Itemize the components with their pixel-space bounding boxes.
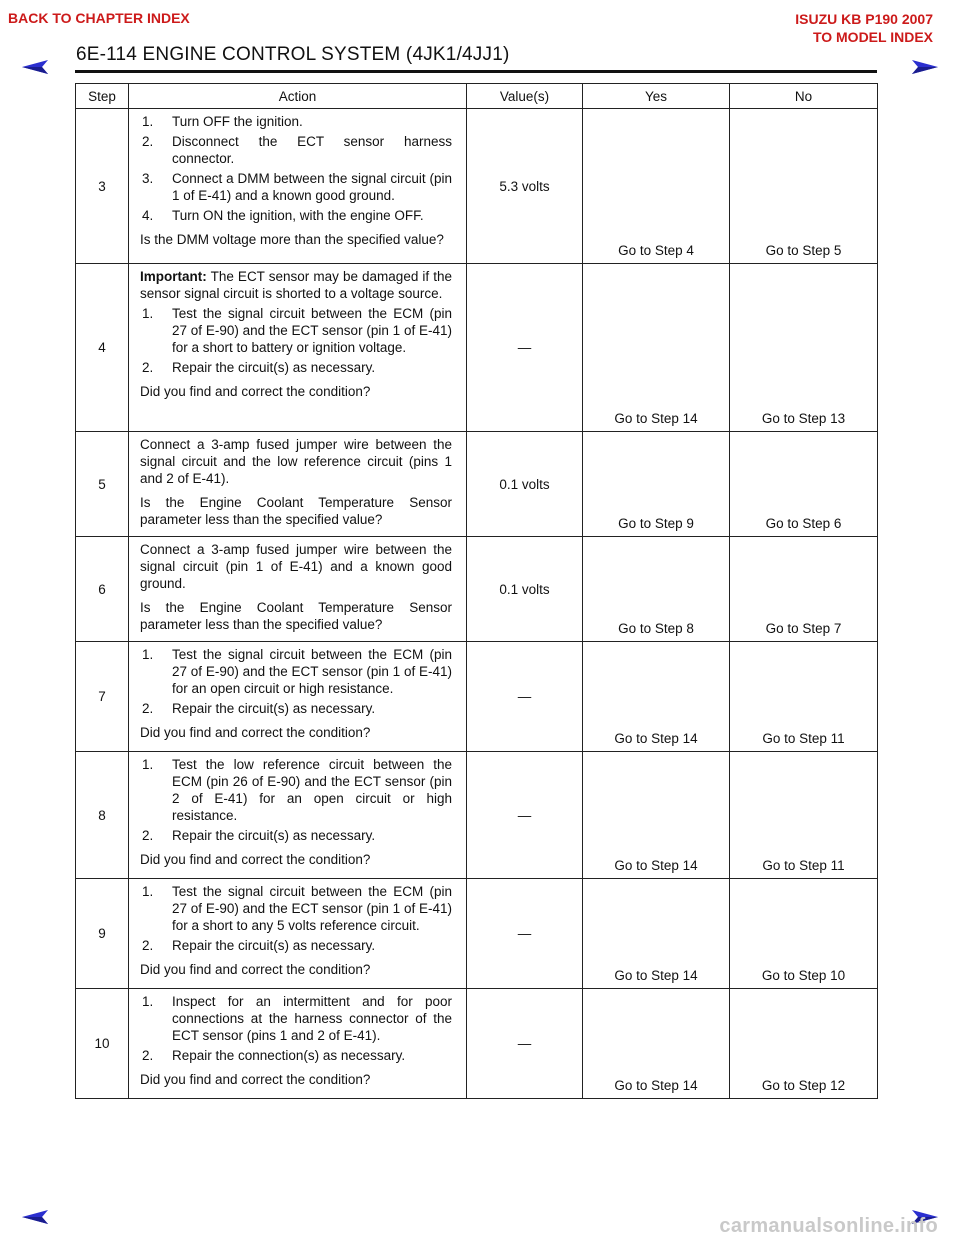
table-row-step-9 — [76, 879, 878, 989]
action-cell — [129, 537, 467, 642]
value-cell: — — [467, 989, 583, 1099]
yes-cell: Go to Step 8 — [583, 537, 730, 642]
value-cell: 0.1 volts — [467, 432, 583, 537]
action-text: Connect a 3-amp fused jumper wire between the signal circuit (pin 1 of E-41) and a known good ground. — [140, 542, 452, 591]
yes-cell: Go to Step 14 — [583, 989, 730, 1099]
action-question: Is the Engine Coolant Temperature Sensor parameter less than the specified value? — [140, 495, 452, 527]
action-question: Did you find and correct the condition? — [140, 1072, 371, 1087]
no-cell: Go to Step 12 — [730, 989, 878, 1099]
vehicle-model-label: ISUZU KB P190 2007 — [795, 11, 933, 27]
header-no: No — [730, 84, 878, 109]
table-row-step-8 — [76, 752, 878, 879]
table-row-step-7 — [76, 642, 878, 752]
action-item: 1. Turn OFF the ignition. — [142, 114, 303, 129]
action-item: 2. Repair the circuit(s) as necessary. — [142, 938, 376, 953]
action-item: 2. Repair the circuit(s) as necessary. — [142, 701, 376, 716]
table-row-step-6 — [76, 537, 878, 642]
to-model-index-link[interactable]: TO MODEL INDEX — [812, 29, 933, 45]
value-cell: — — [467, 264, 583, 432]
table-row-step-10 — [76, 989, 878, 1099]
step-number: 8 — [76, 752, 129, 879]
action-cell — [129, 264, 467, 432]
value-cell: 0.1 volts — [467, 537, 583, 642]
step-number: 10 — [76, 989, 129, 1099]
action-text: Connect a 3-amp fused jumper wire between the signal circuit and the low reference circuit (pins 1 and 2 of E-41). — [140, 437, 452, 486]
no-cell: Go to Step 11 — [730, 752, 878, 879]
action-item: 1. Test the signal circuit between the ECM (pin 27 of E-90) and the ECT sensor (pin 1 of E-41) for a short to battery or ignition voltage. — [142, 306, 452, 355]
step-number: 9 — [76, 879, 129, 989]
action-item: 2. Repair the circuit(s) as necessary. — [142, 828, 376, 843]
watermark: carmanualsonline.info — [719, 1215, 938, 1237]
no-cell: Go to Step 7 — [730, 537, 878, 642]
value-cell: 5.3 volts — [467, 109, 583, 264]
value-cell: — — [467, 642, 583, 752]
action-item: 1. Test the signal circuit between the ECM (pin 27 of E-90) and the ECT sensor (pin 1 of E-41) for a short to any 5 volts reference circuit. — [142, 884, 452, 933]
no-cell: Go to Step 11 — [730, 642, 878, 752]
back-to-chapter-index-link[interactable]: BACK TO CHAPTER INDEX — [8, 10, 190, 26]
previous-page-arrow-icon[interactable] — [22, 59, 48, 75]
action-item: 1. Test the low reference circuit between the ECM (pin 26 of E-90) and the ECT sensor (pin 2 of E-41) for an open circuit or high resistance. — [142, 757, 452, 823]
yes-cell: Go to Step 4 — [583, 109, 730, 264]
action-question: Is the DMM voltage more than the specified value? — [140, 232, 444, 247]
action-question: Did you find and correct the condition? — [140, 384, 371, 399]
previous-page-arrow-icon[interactable] — [22, 1209, 48, 1225]
step-number: 4 — [76, 264, 129, 432]
page-title: 6E-114 ENGINE CONTROL SYSTEM (4JK1/4JJ1) — [76, 44, 510, 65]
header-step: Step — [76, 84, 129, 109]
value-cell: — — [467, 752, 583, 879]
step-number: 5 — [76, 432, 129, 537]
header-action: Action — [129, 84, 467, 109]
table-header-row — [76, 84, 878, 109]
action-cell — [129, 642, 467, 752]
no-cell: Go to Step 13 — [730, 264, 878, 432]
diagnostic-table — [75, 83, 878, 1099]
action-item: 1. Inspect for an intermittent and for poor connections at the harness connector of the ECT sensor (pins 1 and 2 of E-41). — [142, 994, 452, 1043]
table-row-step-3 — [76, 109, 878, 264]
yes-cell: Go to Step 14 — [583, 879, 730, 989]
step-number: 3 — [76, 109, 129, 264]
no-cell: Go to Step 10 — [730, 879, 878, 989]
value-cell: — — [467, 879, 583, 989]
action-item: 4. Turn ON the ignition, with the engine OFF. — [142, 208, 424, 223]
header-values: Value(s) — [467, 84, 583, 109]
action-item: 2. Repair the circuit(s) as necessary. — [142, 360, 376, 375]
action-item: 2. Repair the connection(s) as necessary. — [142, 1048, 406, 1063]
yes-cell: Go to Step 9 — [583, 432, 730, 537]
action-item: 2. Disconnect the ECT sensor harness connector. — [142, 134, 452, 166]
action-cell — [129, 989, 467, 1099]
action-question: Is the Engine Coolant Temperature Sensor parameter less than the specified value? — [140, 600, 452, 632]
yes-cell: Go to Step 14 — [583, 264, 730, 432]
next-page-arrow-icon[interactable] — [912, 59, 938, 75]
title-rule — [75, 70, 877, 73]
step-number: 6 — [76, 537, 129, 642]
yes-cell: Go to Step 14 — [583, 642, 730, 752]
action-question: Did you find and correct the condition? — [140, 962, 371, 977]
step-number: 7 — [76, 642, 129, 752]
action-question: Did you find and correct the condition? — [140, 725, 371, 740]
action-question: Did you find and correct the condition? — [140, 852, 371, 867]
important-note: Important: The ECT sensor may be damaged if the sensor signal circuit is shorted to a voltage source. — [140, 269, 453, 301]
action-cell — [129, 109, 467, 264]
action-item: 1. Test the signal circuit between the ECM (pin 27 of E-90) and the ECT sensor (pin 1 of E-41) for an open circuit or high resistance. — [142, 647, 452, 696]
header-yes: Yes — [583, 84, 730, 109]
model-index-block — [795, 10, 933, 46]
action-item: 3. Connect a DMM between the signal circuit (pin 1 of E-41) and a known good ground. — [142, 171, 452, 203]
no-cell: Go to Step 6 — [730, 432, 878, 537]
action-cell — [129, 752, 467, 879]
action-cell — [129, 432, 467, 537]
yes-cell: Go to Step 14 — [583, 752, 730, 879]
no-cell: Go to Step 5 — [730, 109, 878, 264]
table-row-step-4 — [76, 264, 878, 432]
table-row-step-5 — [76, 432, 878, 537]
action-cell — [129, 879, 467, 989]
